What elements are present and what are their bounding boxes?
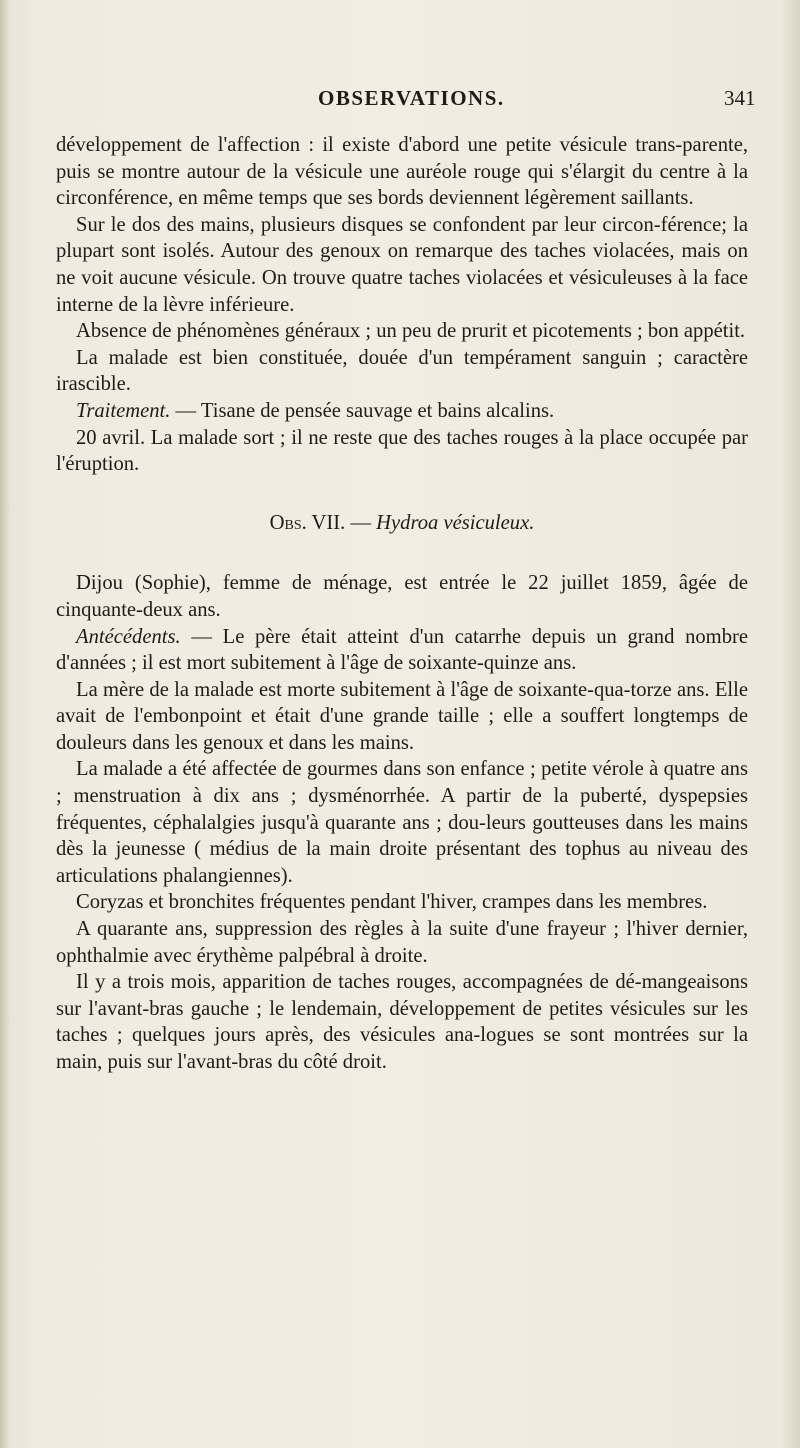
paragraph-coryzas: Coryzas et bronchites fréquentes pendant l'hiver, crampes dans les membres. xyxy=(76,891,708,914)
treatment-label: Traitement. xyxy=(76,399,171,422)
paragraph-patient-admission: Dijou (Sophie), femme de ménage, est entrée le 22 juillet 1859, âgée de cinquante-deux ans. xyxy=(56,572,748,621)
observation-title: Hydroa vésiculeux. xyxy=(376,511,535,534)
paragraph-hands-description: Sur le dos des mains, plusieurs disques se confondent par leur circon-férence; la plupart sont isolés. Autour des genoux on remarque des taches violacées, mais on ne voit aucune vésicule. On trouve quatre taches violacées et vésiculeuses à la face interne de la lèvre inférieure. xyxy=(56,213,748,316)
binding-shadow xyxy=(0,0,10,1448)
paragraph-discharge: 20 avril. La malade sort ; il ne reste que des taches rouges à la place occupée par l'éruption. xyxy=(56,426,748,476)
paragraph-general-phenomena: Absence de phénomènes généraux ; un peu de prurit et picotements ; bon appétit. xyxy=(76,320,746,343)
page-header xyxy=(0,86,800,116)
observation-heading xyxy=(56,510,748,537)
observation-separator: — xyxy=(345,511,377,534)
paragraph-antecedents xyxy=(56,624,748,677)
paragraph-current-illness: Il y a trois mois, apparition de taches rouges, accompagnées de dé-mangeaisons sur l'avant-bras gauche ; le lendemain, développement de petites vésicules sur les taches ; quelques jours après, des vésicules ana-logues se sont montrées sur la main, puis sur l'avant-bras du côté droit. xyxy=(56,971,748,1073)
observation-label: Obs. VII. xyxy=(269,511,346,534)
paragraph-constitution: La malade est bien constituée, douée d'un tempérament sanguin ; caractère irascible. xyxy=(56,346,748,396)
paragraph-menopause: A quarante ans, suppression des règles à la suite d'une frayeur ; l'hiver dernier, ophthalmie avec érythème palpébral à droite. xyxy=(56,918,748,967)
paragraph-continued: développement de l'affection : il existe d'abord une petite vésicule trans-parente, puis se montre autour de la vésicule une auréole rouge qui s'élargit du centre à la circonférence, en même temps que ses bords deviennent légèrement saillants. xyxy=(56,134,748,210)
page-body xyxy=(56,132,748,1076)
antecedents-label: Antécédents. xyxy=(76,625,181,648)
paragraph-mother-history: La mère de la malade est morte subitement à l'âge de soixante-qua-torze ans. Elle avait de l'embonpoint et était d'une grande taille ; elle a souffert longtemps de douleurs dans les genoux et dans les mains. xyxy=(56,678,748,754)
paragraph-treatment xyxy=(56,398,748,425)
running-title: OBSERVATIONS. xyxy=(318,86,505,110)
antecedents-text: — Le père était atteint d'un catarrhe depuis un grand nombre d'années ; il est mort subitement à l'âge de soixante-quinze ans. xyxy=(56,625,748,675)
paragraph-patient-history: La malade a été affectée de gourmes dans son enfance ; petite vérole à quatre ans ; menstruation à dix ans ; dysménorrhée. A partir de la puberté, dyspepsies fréquentes, céphalalgies jusqu'à quarante ans ; dou-leurs goutteuses dans les mains dès la jeunesse ( médius de la main droite présentant des tophus au niveau des articulations phalangiennes). xyxy=(56,758,748,887)
page-number: 341 xyxy=(724,86,756,110)
treatment-text: — Tisane de pensée sauvage et bains alcalins. xyxy=(170,399,555,422)
